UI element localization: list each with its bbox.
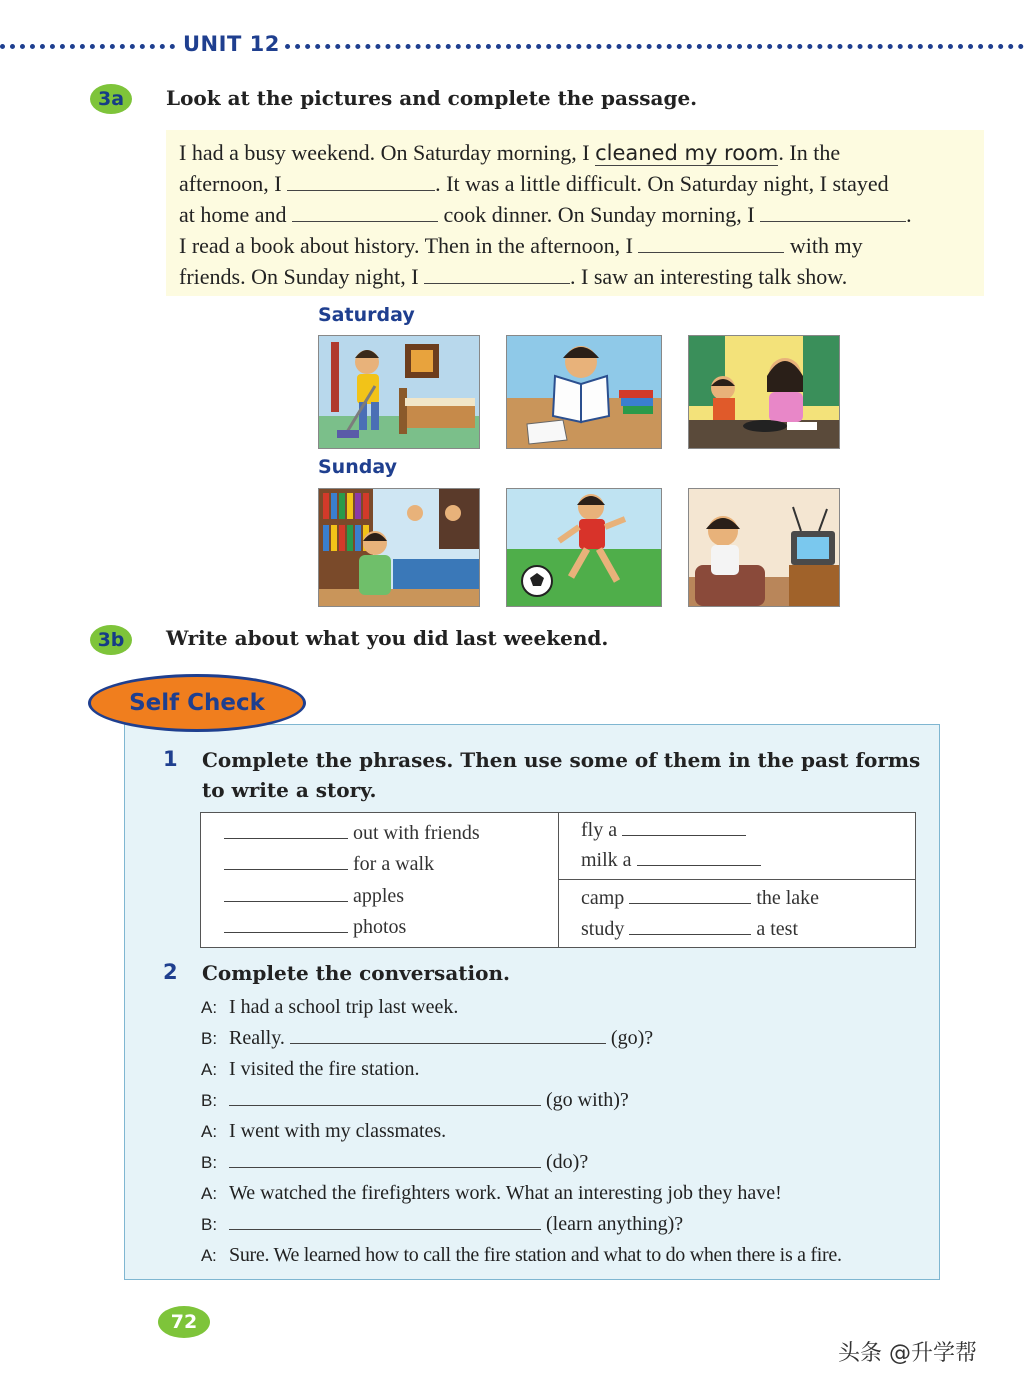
speaker-label: A: (201, 1060, 218, 1079)
question-1-instruction-line1: Complete the phrases. Then use some of them in the past forms (202, 748, 921, 772)
dialogue-line (201, 1151, 588, 1174)
speaker-label: A: (201, 998, 218, 1017)
phrase-row (224, 916, 406, 939)
question-1-number: 1 (163, 747, 178, 771)
answer-blank[interactable] (229, 1151, 541, 1168)
speaker-label: A: (201, 1184, 218, 1203)
picture-cooking-dinner (688, 335, 840, 449)
phrase-text: study (581, 918, 625, 940)
answer-blank[interactable] (629, 918, 751, 935)
header-dots-right (275, 44, 1024, 49)
phrase-text: for a walk (353, 853, 435, 875)
speaker-label: B: (201, 1029, 218, 1048)
passage-line-1 (179, 137, 840, 169)
phrase-text: the lake (756, 887, 820, 909)
phrase-text: milk a (581, 849, 632, 871)
phrase-text: camp (581, 887, 625, 909)
table-divider-vertical (558, 812, 559, 948)
passage-line-5 (179, 261, 847, 292)
picture-cleaning-room (318, 335, 480, 449)
speaker-label: A: (201, 1122, 218, 1141)
answer-blank[interactable] (424, 267, 570, 284)
passage-text: . (906, 202, 912, 227)
phrase-text: apples (353, 885, 405, 907)
phrase-row (581, 918, 798, 941)
phrase-row (581, 887, 819, 910)
answer-blank[interactable] (229, 1213, 541, 1230)
passage-line-2 (179, 168, 889, 199)
answer-blank[interactable] (287, 174, 435, 191)
phrase-row (581, 819, 746, 842)
unit-title: UNIT 12 (180, 32, 283, 56)
picture-playing-soccer (506, 488, 662, 607)
passage-text: . It was a little difficult. On Saturday night, I stayed (435, 171, 889, 196)
answer-blank[interactable] (229, 1089, 541, 1106)
watermark: 头条 @升学帮 (838, 1341, 977, 1366)
dialogue-line (201, 1244, 842, 1267)
speaker-label: B: (201, 1153, 218, 1172)
phrase-text: photos (353, 916, 407, 938)
passage-text: friends. On Sunday night, I (179, 264, 419, 289)
page-number: 72 (158, 1306, 210, 1338)
phrase-row (224, 885, 404, 908)
section-3a-badge: 3a (90, 84, 132, 114)
dialogue-hint: (go)? (610, 1027, 654, 1049)
section-3a-instruction: Look at the pictures and complete the passage. (166, 86, 698, 110)
speaker-label: B: (201, 1091, 218, 1110)
passage-text: cook dinner. On Sunday morning, I (443, 202, 755, 227)
answer-blank[interactable] (292, 205, 438, 222)
dialogue-line (201, 1120, 446, 1143)
section-3b-instruction: Write about what you did last weekend. (166, 626, 609, 650)
picture-reading-book (506, 335, 662, 449)
passage-text: afternoon, I (179, 171, 282, 196)
self-check-title: Self Check (88, 674, 306, 732)
phrase-row (224, 822, 480, 845)
phrase-text: out with friends (353, 822, 480, 844)
section-3b-badge: 3b (90, 625, 132, 655)
answer-blank[interactable] (760, 205, 906, 222)
speaker-label: B: (201, 1215, 218, 1234)
table-divider-horizontal (558, 879, 916, 880)
example-answer: cleaned my room (595, 141, 779, 165)
dialogue-hint: (do)? (546, 1151, 589, 1173)
passage-text: with my (789, 233, 863, 258)
phrase-text: a test (756, 918, 798, 940)
header-dots-left (0, 44, 175, 49)
phrase-row (581, 849, 761, 872)
question-1-instruction-line2: to write a story. (202, 778, 377, 802)
speaker-label: A: (201, 1246, 217, 1265)
answer-blank[interactable] (290, 1027, 606, 1044)
dialogue-line (201, 1058, 420, 1081)
question-2-number: 2 (163, 960, 178, 984)
answer-blank[interactable] (638, 236, 784, 253)
answer-blank[interactable] (637, 849, 761, 866)
picture-library (318, 488, 480, 607)
answer-blank[interactable] (224, 916, 348, 933)
picture-watching-tv (688, 488, 840, 607)
passage-text: . In the (778, 140, 841, 165)
answer-blank[interactable] (629, 887, 751, 904)
dialogue-hint: (go with)? (546, 1089, 629, 1111)
dialogue-text: We watched the firefighters work. What an interesting job they have! (229, 1182, 782, 1204)
passage-text: I had a busy weekend. On Saturday morning, I (179, 140, 596, 165)
dialogue-hint: (learn anything)? (546, 1213, 684, 1235)
answer-blank[interactable] (224, 885, 348, 902)
dialogue-text: I went with my classmates. (229, 1120, 447, 1142)
saturday-label: Saturday (318, 304, 415, 326)
phrase-text: fly a (581, 819, 618, 841)
dialogue-line (201, 1182, 782, 1205)
dialogue-text: Sure. We learned how to call the fire station and what to do when there is a fire. (229, 1244, 842, 1266)
answer-blank[interactable] (622, 819, 746, 836)
answer-blank[interactable] (224, 853, 348, 870)
phrase-row (224, 853, 434, 876)
passage-line-3 (179, 199, 912, 230)
dialogue-line (201, 996, 458, 1019)
sunday-label: Sunday (318, 456, 397, 478)
dialogue-text: I had a school trip last week. (229, 996, 459, 1018)
dialogue-line (201, 1213, 683, 1236)
answer-blank[interactable] (224, 822, 348, 839)
passage-text: . I saw an interesting talk show. (570, 264, 848, 289)
dialogue-text: I visited the fire station. (229, 1058, 420, 1080)
passage-line-4 (179, 230, 863, 261)
question-2-instruction: Complete the conversation. (202, 961, 510, 985)
dialogue-line (201, 1027, 653, 1050)
passage-text: I read a book about history. Then in the afternoon, I (179, 233, 633, 258)
dialogue-text: Really. (229, 1027, 285, 1049)
passage-text: at home and (179, 202, 287, 227)
dialogue-line (201, 1089, 629, 1112)
